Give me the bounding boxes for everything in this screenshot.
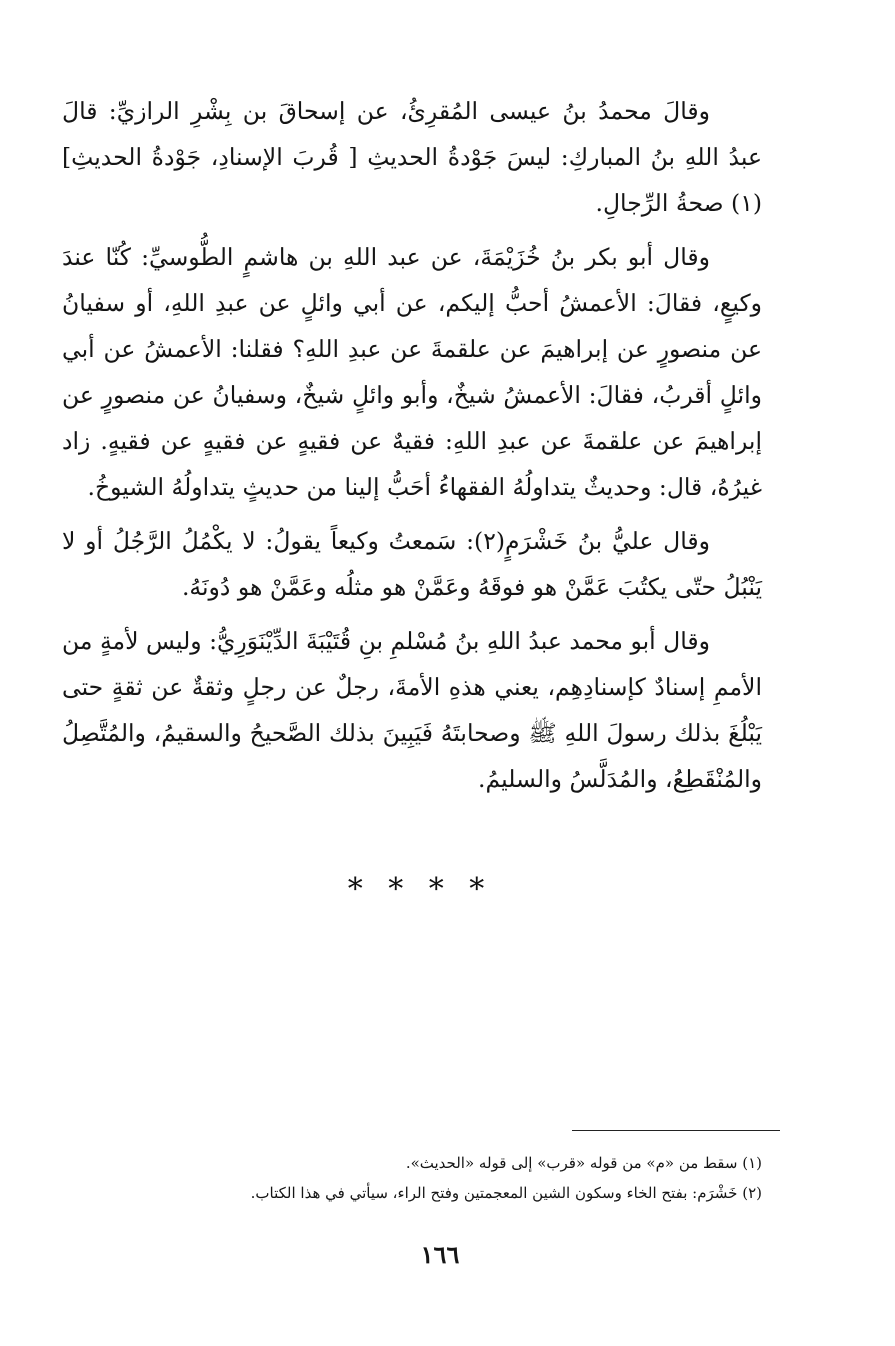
paragraph-3: وقال عليُّ بنُ خَشْرَمٍ(٢): سَمعتُ وكيعاً يقولُ: لا يكْمُلُ الرَّجُلُ أو لا يَنْبُلُ حتّى يكتُبَ عَمَّنْ هو فوقَهُ وعَمَّنْ هو مثلُه وعَمَّنْ هو دُونَهُ.: [62, 527, 762, 601]
footnote-2: (٢) خَشْرَم: بفتح الخاء وسكون الشين المعجمتين وفتح الراء، سيأتي في هذا الكتاب.: [250, 1184, 762, 1202]
footnote-divider: [572, 1130, 780, 1131]
section-separator: * * * *: [347, 872, 493, 907]
page-number: ١٦٦: [420, 1240, 460, 1269]
paragraph-4: وقال أبو محمد عبدُ اللهِ بنُ مُسْلمِ بنِ قُتَيْبَةَ الدِّيْنَوَرِيُّ: وليس لأمةٍ من الأممِ إسنادٌ كإسنادِهِم، يعني هذهِ الأمةَ، رجلٌ عن رجلٍ وثقةٌ عن ثقةٍ حتى يَبْلُغَ بذلك رسولَ اللهِ ﷺ وصحابتَهُ فَيَبِينَ بذلك الصَّحيحُ والسقيمُ، والمُتَّصِلُ والمُنْقَطِعُ، والمُدَلَّسُ والسليمُ.: [62, 627, 762, 793]
paragraph-1: وقالَ محمدُ بنُ عيسى المُقرِئُ، عن إسحاقَ بن بِشْرِ الرازيِّ: قالَ عبدُ اللهِ بنُ المباركِ: ليسَ جَوْدةُ الحديثِ [ قُربَ الإسنادِ، جَوْدةُ الحديثِ](١) صحةُ الرِّجالِ.: [62, 97, 762, 217]
paragraph-2: وقال أبو بكر بنُ خُزَيْمَةَ، عن عبد اللهِ بن هاشمٍ الطُّوسيِّ: كُنّا عندَ وكيعٍ، فقالَ: الأعمشُ أحبُّ إليكم، عن أبي وائلٍ عن عبدِ اللهِ، أو سفيانُ عن منصورٍ عن إبراهيمَ عن علقمةَ عن عبدِ اللهِ؟ فقلنا: الأعمشُ عن أبي وائلٍ أقربُ، فقالَ: الأعمشُ شيخٌ، وأبو وائلٍ شيخٌ، وسفيانُ عن منصورٍ عن إبراهيمَ عن علقمةَ عن عبدِ اللهِ: فقيهٌ عن فقيهٍ عن فقيهٍ عن فقيهٍ. زاد غيرُهُ، قال: وحديثٌ يتداولُهُ الفقهاءُ أحَبُّ إلينا من حديثٍ يتداولُهُ الشيوخُ.: [62, 243, 762, 501]
footnote-1: (١) سقط من «م» من قوله «قرب» إلى قوله «الحديث».: [405, 1154, 762, 1172]
main-text: [62, 88, 762, 810]
footnotes: [150, 1148, 762, 1208]
